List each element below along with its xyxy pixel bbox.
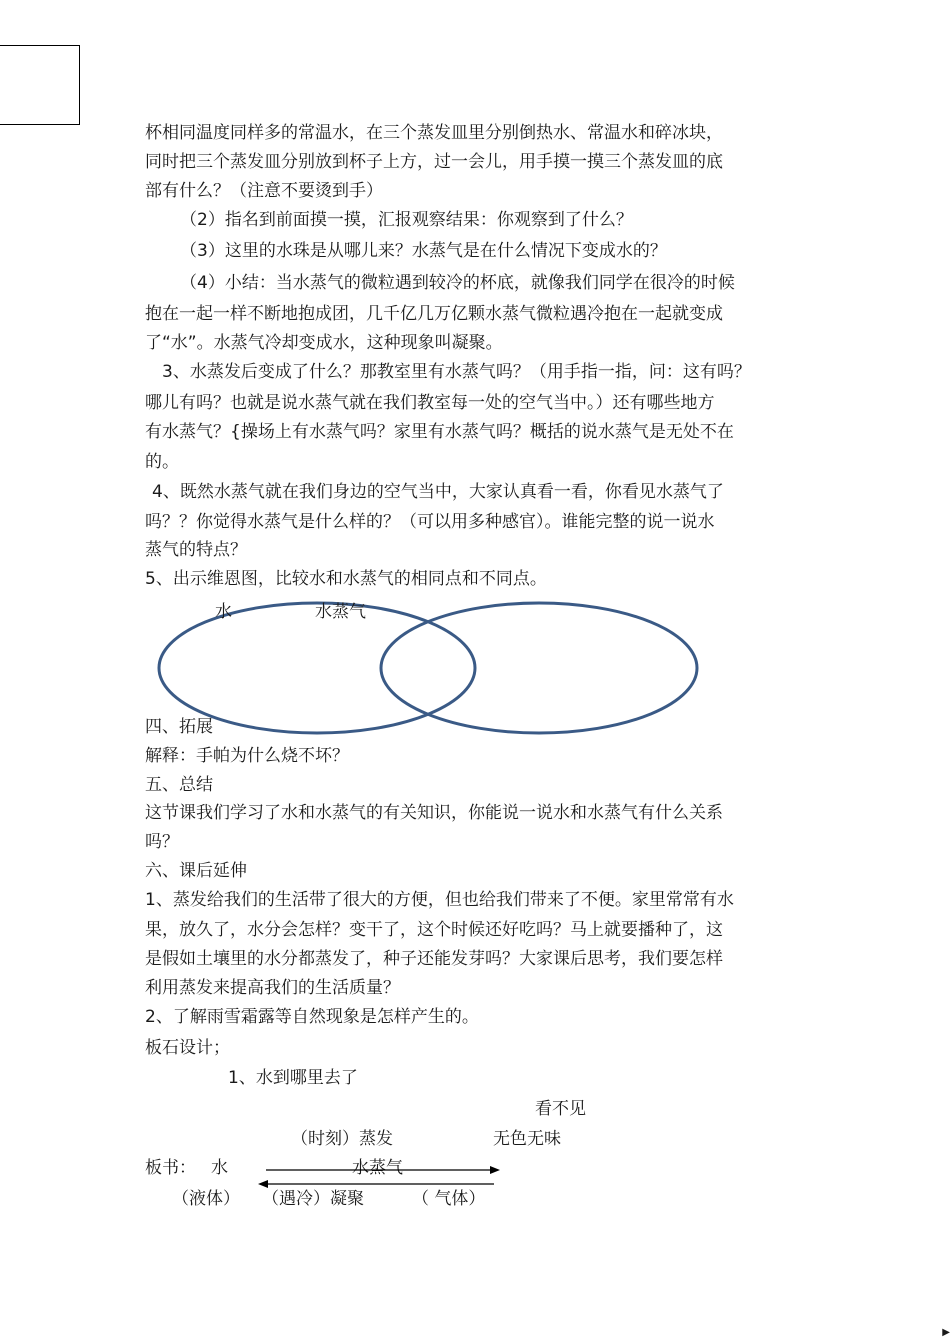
text-line: 同时把三个蒸发皿分别放到杯子上方，过一会儿，用手摸一摸三个蒸发皿的底: [145, 152, 723, 172]
text-line: 果，放久了，水分会怎样？变干了，这个时候还好吃吗？马上就要播种了，这: [145, 920, 723, 940]
board-evaporate: （时刻）蒸发: [291, 1129, 393, 1149]
text-line: 这节课我们学习了水和水蒸气的有关知识，你能说一说水和水蒸气有什么关系: [145, 803, 723, 823]
text-line: 2、了解雨雪霜露等自然现象是怎样产生的。: [145, 1007, 479, 1027]
board-vapor: 水蒸气: [352, 1158, 403, 1178]
board-label: 板书：: [145, 1158, 196, 1178]
board-liquid: （液体）: [172, 1189, 240, 1209]
text-line: 利用蒸发来提高我们的生活质量？: [145, 978, 400, 998]
venn-label-water: 水: [215, 602, 232, 622]
text-line: 抱在一起一样不断地抱成团，几千亿几万亿颗水蒸气微粒遇冷抱在一起就变成: [145, 304, 723, 324]
text-line: 杯相同温度同样多的常温水，在三个蒸发皿里分别倒热水、常温水和碎冰块，: [145, 123, 723, 143]
text-line: 有水蒸气？{操场上有水蒸气吗？家里有水蒸气吗？概括的说水蒸气是无处不在: [145, 422, 734, 442]
venn-circle-vapor: [381, 603, 697, 733]
board-colorless: 无色无味: [493, 1129, 561, 1149]
text-line: 部有什么？（注意不要烫到手）: [145, 181, 383, 201]
page-marker-icon: ▶: [942, 1327, 950, 1338]
text-line: 吗？: [145, 832, 179, 852]
text-line: 蒸气的特点？: [145, 540, 247, 560]
board-gas: （ 气体）: [412, 1189, 486, 1209]
section-heading: 六、课后延伸: [145, 861, 247, 881]
section-heading: 四、拓展: [145, 717, 213, 737]
text-line: （3）这里的水珠是从哪儿来？水蒸气是在什么情况下变成水的？: [180, 241, 667, 261]
text-line: 是假如土壤里的水分都蒸发了，种子还能发芽吗？大家课后思考，我们要怎样: [145, 949, 723, 969]
board-title: 1、水到哪里去了: [228, 1068, 358, 1088]
text-line: （2）指名到前面摸一摸，汇报观察结果：你观察到了什么？: [180, 210, 633, 230]
section-heading: 五、总结: [145, 775, 213, 795]
text-line: 哪儿有吗？也就是说水蒸气就在我们教室每一处的空气当中。）还有哪些地方: [145, 393, 715, 413]
text-line: （4）小结：当水蒸气的微粒遇到较冷的杯底，就像我们同学在很冷的时候: [180, 273, 735, 293]
board-invisible: 看不见: [535, 1099, 586, 1119]
venn-diagram: [150, 598, 710, 740]
text-line: 解释：手帕为什么烧不坏？: [145, 746, 349, 766]
text-line: 3、水蒸发后变成了什么？那教室里有水蒸气吗？（用手指一指，问：这有吗？: [162, 362, 751, 382]
text-line: 板石设计；: [145, 1038, 230, 1058]
text-line: 了“水”。水蒸气冷却变成水，这种现象叫凝聚。: [145, 333, 503, 353]
venn-label-vapor: 水蒸气: [315, 602, 366, 622]
text-line: 的。: [145, 452, 179, 472]
corner-box: [0, 45, 80, 125]
text-line: 5、出示维恩图，比较水和水蒸气的相同点和不同点。: [145, 569, 547, 589]
board-condense: （遇冷）凝聚: [262, 1189, 364, 1209]
text-line: 4、既然水蒸气就在我们身边的空气当中，大家认真看一看，你看见水蒸气了: [152, 482, 724, 502]
board-water: 水: [211, 1158, 228, 1178]
text-line: 1、蒸发给我们的生活带了很大的方便，但也给我们带来了不便。家里常常有水: [145, 890, 734, 910]
text-line: 吗？？你觉得水蒸气是什么样的？（可以用多种感官）。谁能完整的说一说水: [145, 512, 715, 532]
